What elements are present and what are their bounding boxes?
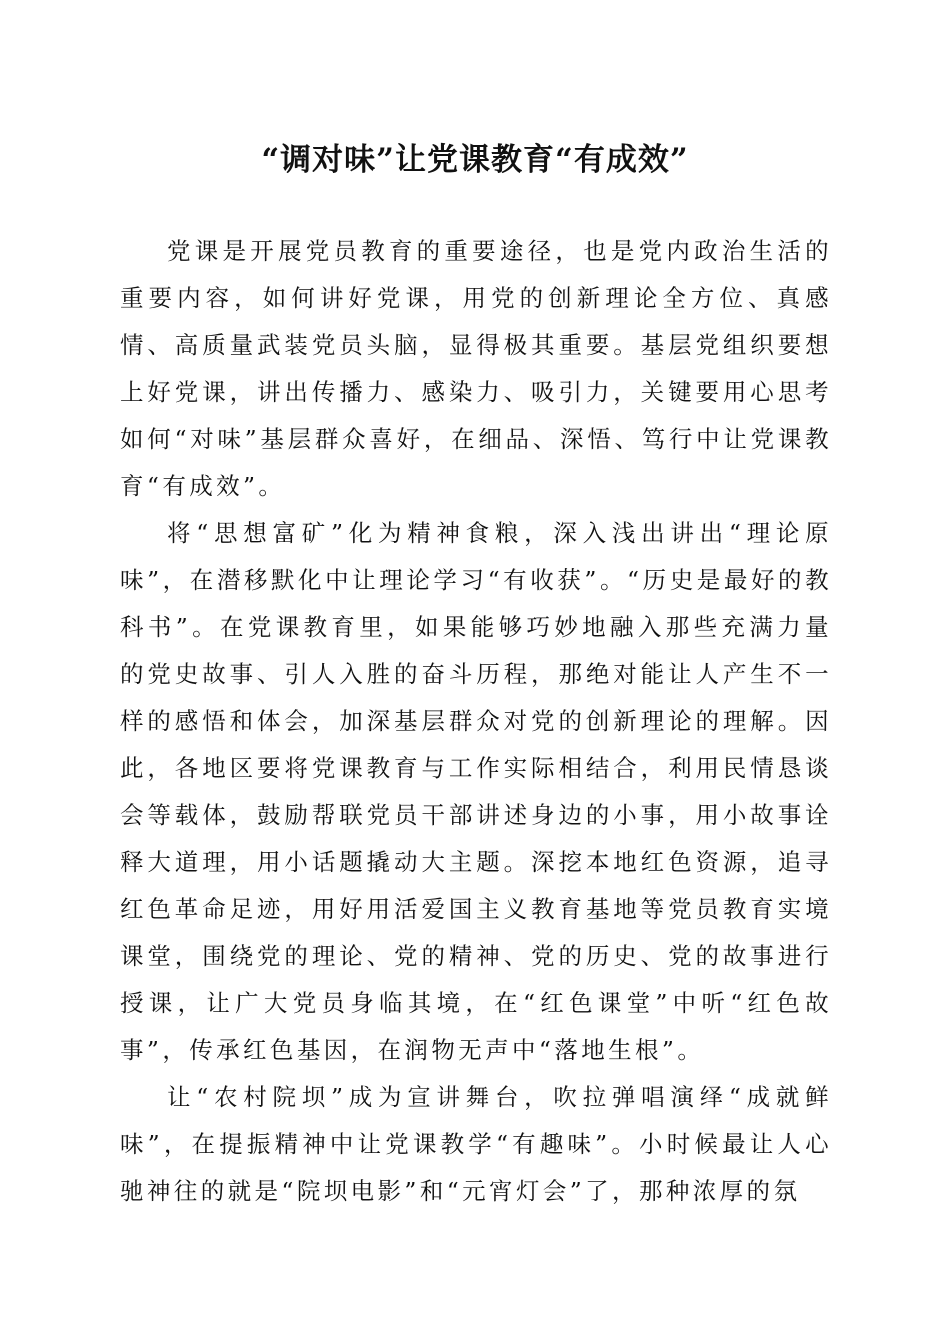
- document-title: “调对味”让党课教育“有成效”: [261, 142, 689, 178]
- paragraph-village-stage: 让“农村院坝”成为宣讲舞台，吹拉弹唱演绎“成就鲜味”，在提振精神中让党课教学“有趣味”。小时候最让人心驰神往的就是“院坝电影”和“元宵灯会”了，那种浓厚的氛: [120, 1083, 832, 1205]
- document-body: [120, 228, 832, 1215]
- paragraph-intro: 党课是开展党员教育的重要途径，也是党内政治生活的重要内容，如何讲好党课，用党的创新理论全方位、真感情、高质量武装党员头脑，显得极其重要。基层党组织要想上好党课，讲出传播力、感染力、吸引力，关键要用心思考如何“对味”基层群众喜好，在细品、深悟、笃行中让党课教育“有成效”。: [120, 237, 832, 500]
- paragraph-theory: 将“思想富矿”化为精神食粮，深入浅出讲出“理论原味”，在潜移默化中让理论学习“有收获”。“历史是最好的教科书”。在党课教育里，如果能够巧妙地融入那些充满力量的党史故事、引人入胜的奋斗历程，那绝对能让人产生不一样的感悟和体会，加深基层群众对党的创新理论的理解。因此，各地区要将党课教育与工作实际相结合，利用民情恳谈会等载体，鼓励帮联党员干部讲述身边的小事，用小故事诠释大道理，用小话题撬动大主题。深挖本地红色资源，追寻红色革命足迹，用好用活爱国主义教育基地等党员教育实境课堂，围绕党的理论、党的精神、党的历史、党的故事进行授课，让广大党员身临其境，在“红色课堂”中听“红色故事”，传承红色基因，在润物无声中“落地生根”。: [120, 519, 832, 1064]
